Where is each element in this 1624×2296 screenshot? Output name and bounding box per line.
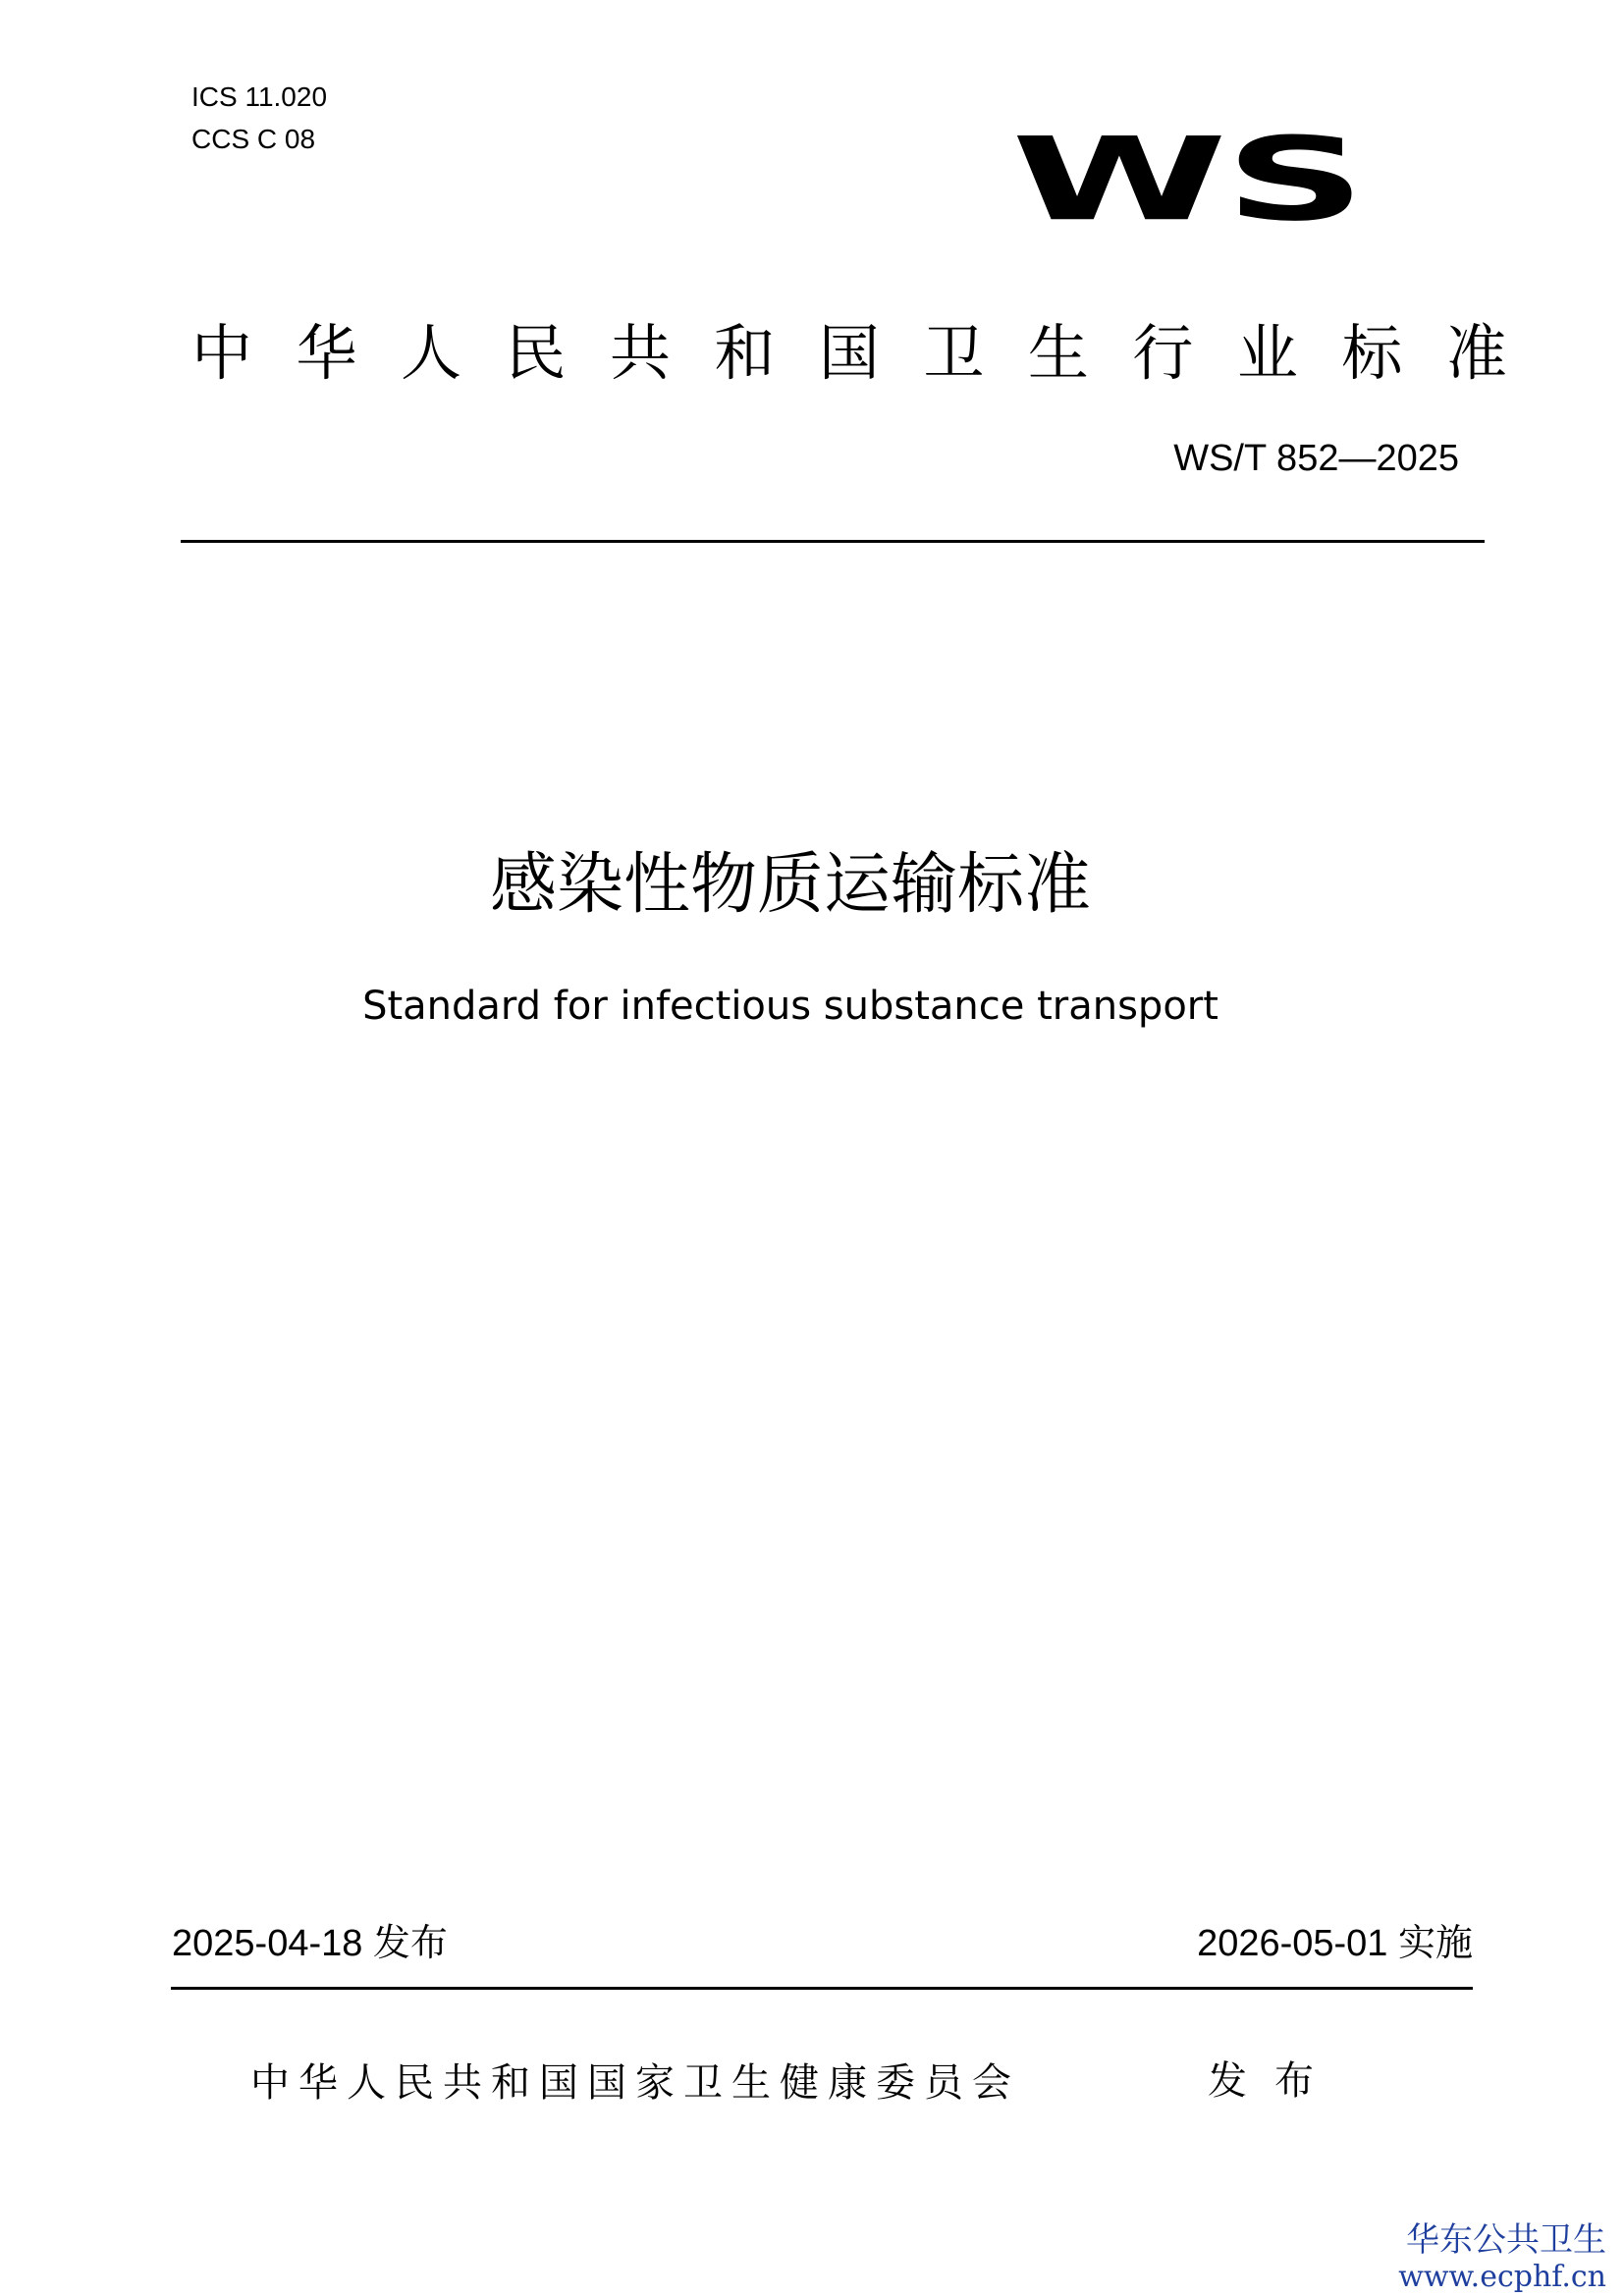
publish-label: 发布	[1208, 2058, 1341, 2104]
title-char: 华	[296, 317, 357, 389]
title-char: 业	[1236, 317, 1298, 389]
ics-code: ICS 11.020	[191, 81, 328, 112]
publish-date: 2025-04-18 发布	[172, 1923, 448, 1964]
publisher-name: 中华人民共和国国家卫生健康委员会	[250, 2060, 1020, 2106]
title-char: 卫	[923, 317, 985, 389]
title-char: 和	[714, 317, 776, 389]
watermark-url[interactable]: www.ecphf.cn	[1398, 2260, 1606, 2294]
title-char: 生	[1027, 317, 1089, 389]
top-divider	[181, 540, 1485, 543]
bottom-divider	[171, 1987, 1473, 1990]
standard-category-title	[191, 314, 1507, 393]
document-title-cn: 感染性物质运输标准	[489, 846, 1091, 924]
document-title-en: Standard for infectious substance transport	[362, 984, 1218, 1029]
title-char: 国	[818, 317, 880, 389]
ccs-code: CCS C 08	[191, 124, 316, 154]
title-char: 行	[1132, 317, 1194, 389]
title-char: 准	[1445, 317, 1507, 389]
watermark-name: 华东公共卫生	[1406, 2220, 1606, 2260]
title-char: 人	[400, 317, 461, 389]
title-char: 民	[505, 317, 567, 389]
ws-logo: WS	[1011, 113, 1364, 247]
standard-number: WS/T 852—2025	[1173, 438, 1459, 479]
effective-date: 2026-05-01 实施	[1197, 1923, 1473, 1964]
title-char: 共	[609, 317, 671, 389]
title-char: 标	[1341, 317, 1403, 389]
title-char: 中	[191, 317, 253, 389]
